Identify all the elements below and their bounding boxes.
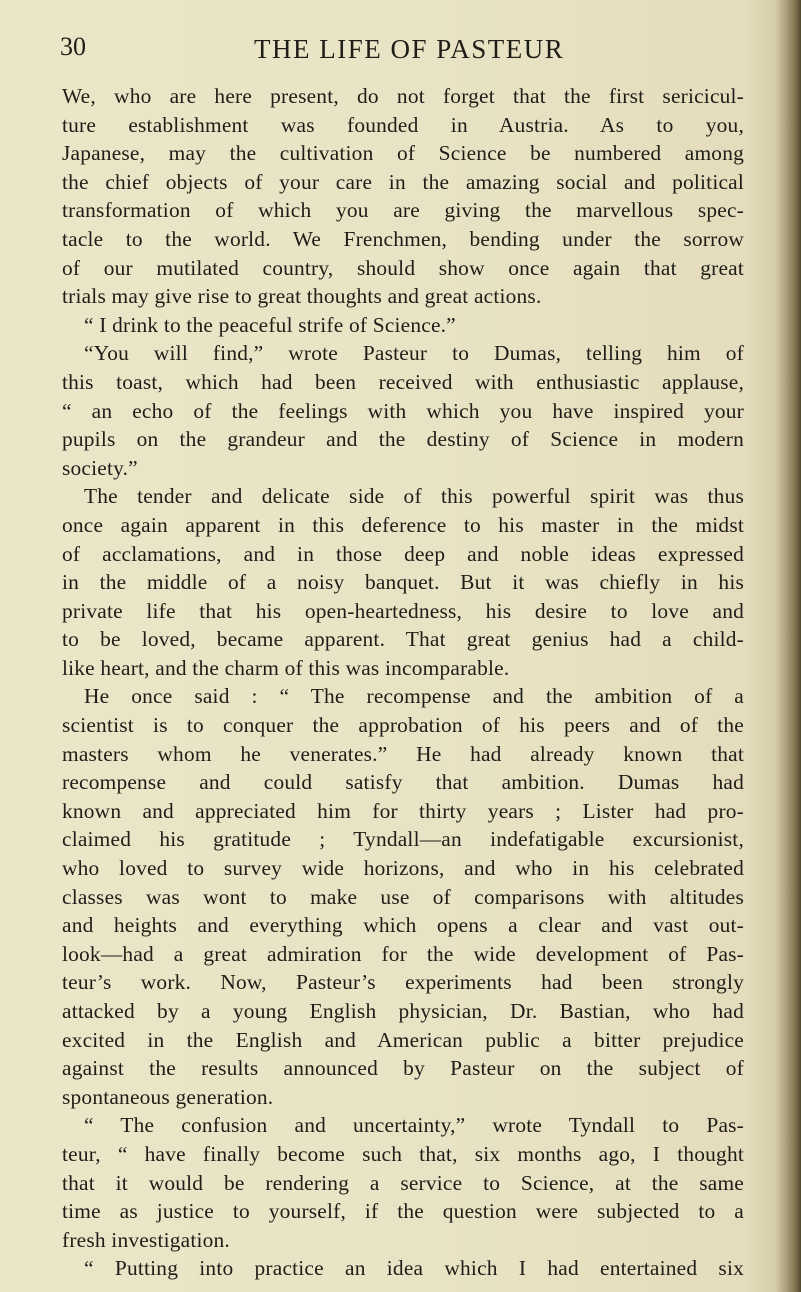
text-line: claimed his gratitude ; Tyndall—an indefatigable excursionist, — [62, 827, 744, 852]
text-line: tacle to the world. We Frenchmen, bending under the sorrow — [62, 226, 744, 251]
text-line: spontaneous generation. — [62, 1084, 274, 1109]
text-line: teur, “ have finally become such that, six months ago, I thought — [62, 1141, 744, 1166]
text-line: against the results announced by Pasteur on the subject of — [62, 1056, 744, 1081]
text-line: in the middle of a noisy banquet. But it was chiefly in his — [62, 570, 744, 595]
text-line: excited in the English and American public a bitter prejudice — [62, 1027, 744, 1052]
text-line: The tender and delicate side of this powerful spirit was thus — [84, 484, 744, 509]
text-line: pupils on the grandeur and the destiny of Science in modern — [62, 427, 744, 452]
text-line: to be loved, became apparent. That great genius had a child- — [62, 627, 744, 652]
text-line: masters whom he venerates.” He had already known that — [62, 741, 744, 766]
text-line: this toast, which had been received with enthusiastic applause, — [62, 369, 744, 394]
text-line: and heights and everything which opens a clear and vast out- — [62, 913, 744, 938]
text-line: He once said : “ The recompense and the ambition of a — [84, 684, 744, 709]
text-line: of our mutilated country, should show once again that great — [62, 255, 744, 280]
text-line: transformation of which you are giving the marvellous spec- — [62, 198, 744, 223]
page-number: 30 — [60, 32, 86, 61]
text-line: look—had a great admiration for the wide development of Pas- — [62, 941, 744, 966]
text-line: who loved to survey wide horizons, and who in his celebrated — [62, 856, 744, 881]
page-header — [0, 28, 801, 68]
text-line: attacked by a young English physician, Dr. Bastian, who had — [62, 999, 744, 1023]
text-line: fresh investigation. — [62, 1227, 230, 1252]
text-line: classes was wont to make use of comparisons with altitudes — [62, 884, 744, 909]
text-line: We, who are here present, do not forget that the first sericicul- — [62, 84, 744, 108]
text-line: “ I drink to the peaceful strife of Science.” — [84, 312, 456, 337]
text-line: once again apparent in this deference to his master in the midst — [62, 512, 744, 537]
text-line: trials may give rise to great thoughts and great actions. — [62, 284, 542, 309]
text-line: of acclamations, and in those deep and noble ideas expressed — [62, 541, 744, 566]
text-line: recompense and could satisfy that ambition. Dumas had — [62, 770, 744, 795]
text-line: private life that his open-heartedness, his desire to love and — [62, 598, 744, 623]
text-line: like heart, and the charm of this was incomparable. — [62, 655, 510, 680]
body-text — [62, 82, 744, 1283]
text-line: Japanese, may the cultivation of Science be numbered among — [62, 141, 744, 166]
text-line: the chief objects of your care in the amazing social and political — [62, 169, 744, 194]
text-line: “ an echo of the feelings with which you have inspired your — [62, 398, 744, 423]
text-line: “ Putting into practice an idea which I had entertained six — [84, 1256, 744, 1281]
text-line: “You will find,” wrote Pasteur to Dumas, telling him of — [84, 341, 744, 366]
text-line: known and appreciated him for thirty years ; Lister had pro- — [62, 798, 744, 823]
text-line: society.” — [62, 455, 138, 480]
text-line: time as justice to yourself, if the question were subjected to a — [62, 1199, 744, 1224]
text-line: scientist is to conquer the approbation of his peers and of the — [62, 713, 744, 738]
page-spine-shadow — [775, 0, 801, 1292]
running-head: THE LIFE OF PASTEUR — [254, 34, 565, 64]
text-line: teur’s work. Now, Pasteur’s experiments had been strongly — [62, 970, 744, 995]
text-line: that it would be rendering a service to Science, at the same — [62, 1170, 744, 1195]
text-line: “ The confusion and uncertainty,” wrote Tyndall to Pas- — [84, 1113, 744, 1138]
text-line: ture establishment was founded in Austria. As to you, — [62, 112, 744, 137]
